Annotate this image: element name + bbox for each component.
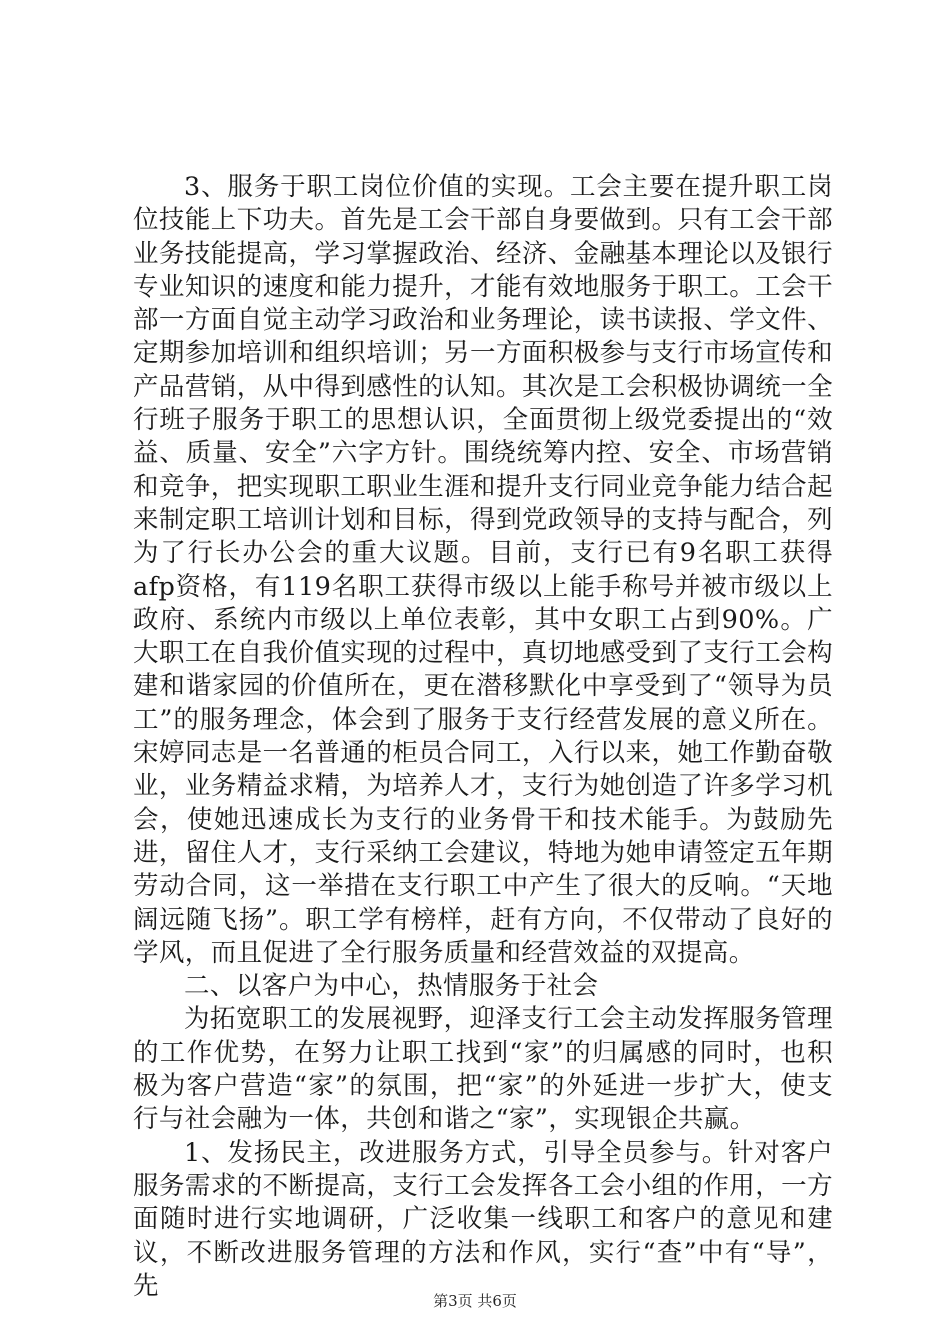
paragraph-democracy-service: 1、发扬民主，改进服务方式，引导全员参与。针对客户服务需求的不断提高，支行工会发挥各工会小组的作用，一方面随时进行实地调研，广泛收集一线职工和客户的意见和建议，不断改进服务管理的方法和作风，实行“查”中有“导”，先: [133, 1137, 833, 1301]
paragraph-customer-home: 为拓宽职工的发展视野，迎泽支行工会主动发挥服务管理的工作优势，在努力让职工找到“家”的归属感的同时，也积极为客户营造“家”的氛围，把“家”的外延进一步扩大，使支行与社会融为一体，共创和谐之“家”，实现银企共赢。: [133, 1004, 833, 1135]
document-body: [133, 171, 833, 1303]
paragraph-job-value: 3、服务于职工岗位价值的实现。工会主要在提升职工岗位技能上下功夫。首先是工会干部自身要做到。只有工会干部业务技能提高，学习掌握政治、经济、金融基本理论以及银行专业知识的速度和能力提升，才能有效地服务于职工。工会干部一方面自觉主动学习政治和业务理论，读书读报、学文件、定期参加培训和组织培训；另一方面积极参与支行市场宣传和产品营销，从中得到感性的认知。其次是工会积极协调统一全行班子服务于职工的思想认识，全面贯彻上级党委提出的“效益、质量、安全”六字方针。围绕统筹内控、安全、市场营销和竞争，把实现职工职业生涯和提升支行同业竞争能力结合起来制定职工培训计划和目标，得到党政领导的支持与配合，列为了行长办公会的重大议题。目前，支行已有9名职工获得afp资格，有119名职工获得市级以上能手称号并被市级以上政府、系统内市级以上单位表彰，其中女职工占到90%。广大职工在自我价值实现的过程中，真切地感受到了支行工会构建和谐家园的价值所在，更在潜移默化中享受到了“领导为员工”的服务理念，体会到了服务于支行经营发展的意义所在。宋婷同志是一名普通的柜员合同工，入行以来，她工作勤奋敬业，业务精益求精，为培养人才，支行为她创造了许多学习机会，使她迅速成长为支行的业务骨干和技术能手。为鼓励先进，留住人才，支行采纳工会建议，特地为她申请签定五年期劳动合同，这一举措在支行职工中产生了很大的反响。“天地阔远随飞扬”。职工学有榜样，赶有方向，不仅带动了良好的学风，而且促进了全行服务质量和经营效益的双提高。: [133, 172, 833, 968]
section-heading-customer-service: 二、以客户为中心，热情服务于社会: [184, 971, 599, 1002]
page-number-footer: 第3页 共6页: [433, 1292, 517, 1310]
